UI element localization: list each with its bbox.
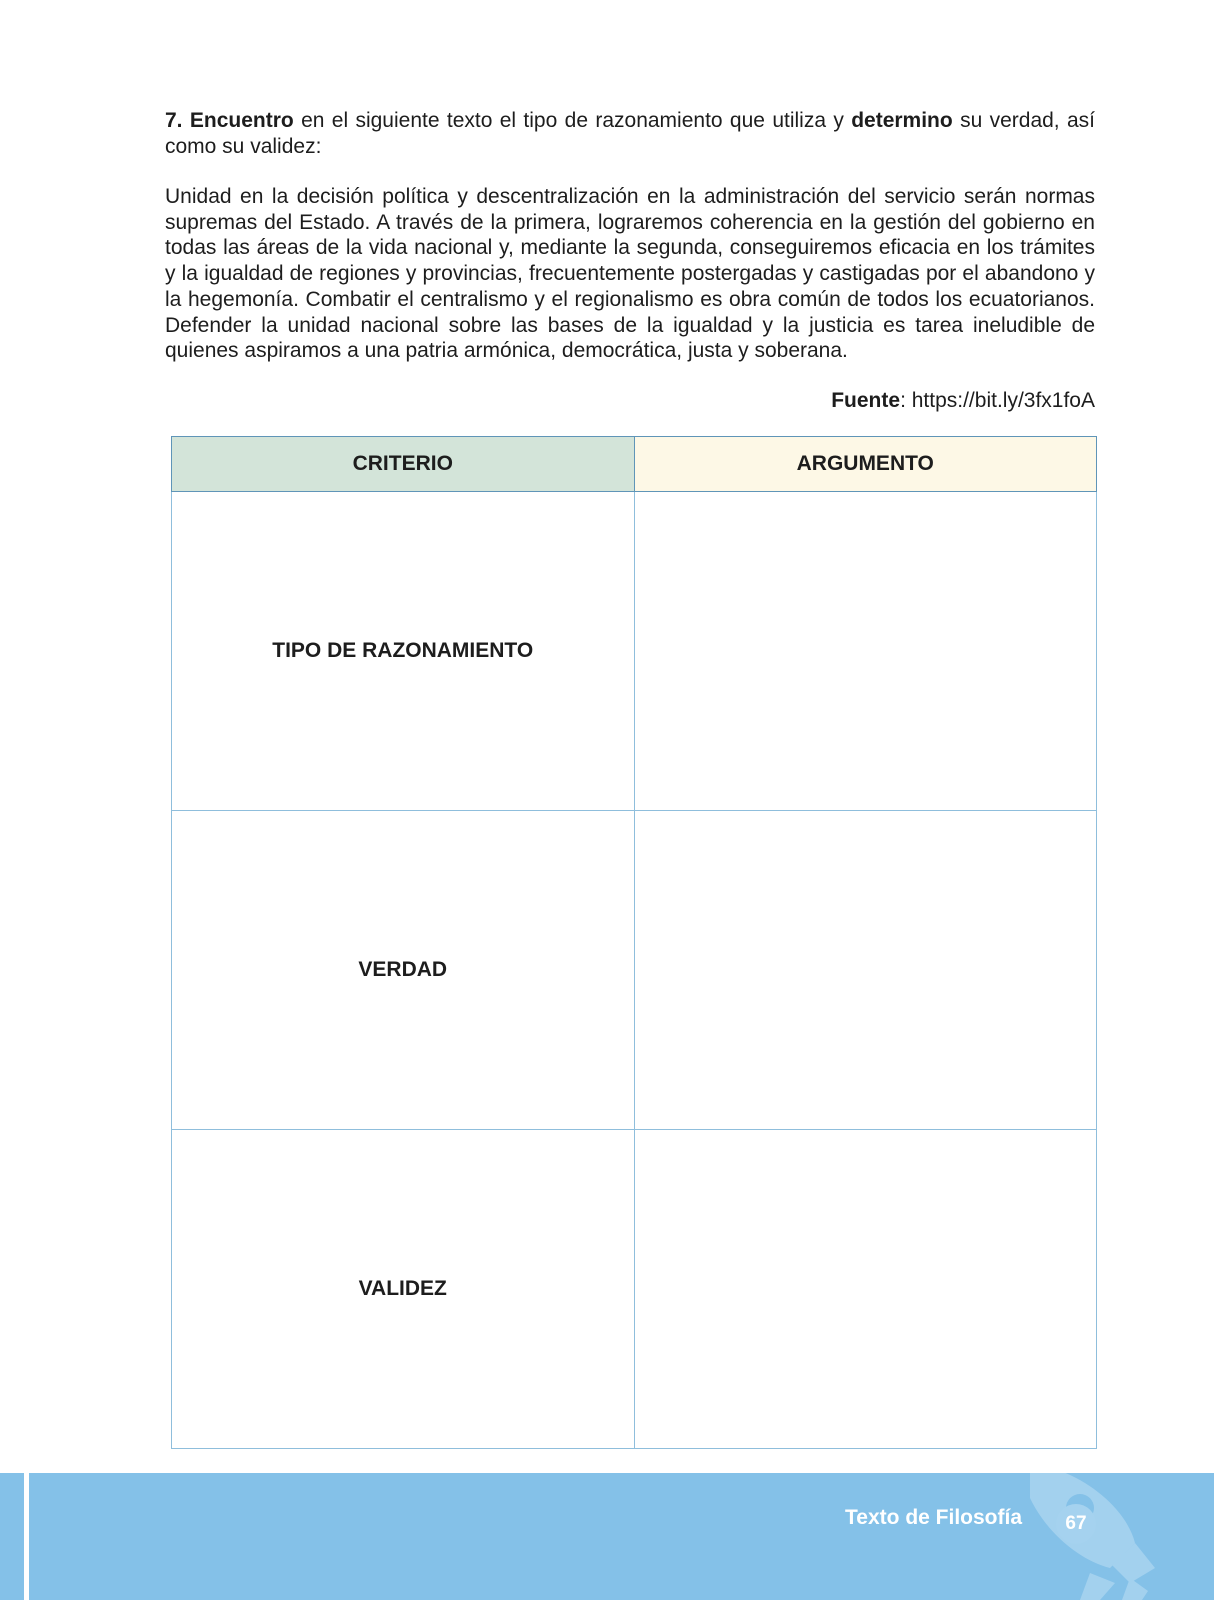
answer-cell-verdad[interactable] — [634, 811, 1097, 1130]
exercise-number: 7. — [165, 109, 183, 132]
header-argumento: ARGUMENTO — [634, 437, 1097, 492]
criterion-validez: VALIDEZ — [172, 1130, 635, 1449]
instruction-text-1: en el siguiente texto el tipo de razonamiento que utiliza y — [293, 109, 852, 132]
answer-cell-tipo-razonamiento[interactable] — [634, 492, 1097, 811]
analysis-table — [171, 436, 1097, 1449]
table-row — [172, 811, 1097, 1130]
table-header-row — [172, 437, 1097, 492]
source-url: https://bit.ly/3fx1foA — [911, 388, 1095, 412]
rocket-icon — [1030, 1473, 1214, 1600]
reading-passage: Unidad en la decisión política y descentralización en la administración del servicio serán normas supremas del Estado. A través de la primera, lograremos coherencia en la gestión del gobierno en todas las áreas de la vida nacional y, mediante la segunda, conseguiremos eficacia en los trámites y la igualdad de regiones y provincias, frecuentemente postergadas y castigadas por el abandono y la hegemonía. Combatir el centralismo y el regionalismo es obra común de todos los ecuatorianos. Defender la unidad nacional sobre las bases de la igualdad y la justicia es tarea ineludible de quienes aspiramos a una patria armónica, democrática, justa y soberana. — [165, 185, 1095, 363]
table-row — [172, 492, 1097, 811]
source-label: Fuente — [831, 388, 901, 412]
criterion-tipo-razonamiento: TIPO DE RAZONAMIENTO — [172, 492, 635, 811]
book-title: Texto de Filosofía — [845, 1506, 1022, 1529]
footer-stripe — [24, 1473, 29, 1600]
header-criterio: CRITERIO — [172, 437, 635, 492]
page-footer — [0, 1473, 1214, 1600]
answer-cell-validez[interactable] — [634, 1130, 1097, 1449]
source-citation: Fuente: https://bit.ly/3fx1foA — [831, 388, 1095, 412]
instruction-verb-determine: determino — [851, 109, 953, 132]
instruction-text-2: su verdad, así como su validez: — [165, 109, 1095, 158]
table-row — [172, 1130, 1097, 1449]
exercise — [165, 108, 1095, 414]
page-number: 67 — [1056, 1504, 1096, 1544]
exercise-instruction — [165, 108, 1095, 160]
instruction-verb-find: Encuentro — [189, 109, 294, 132]
criterion-verdad: VERDAD — [172, 811, 635, 1130]
